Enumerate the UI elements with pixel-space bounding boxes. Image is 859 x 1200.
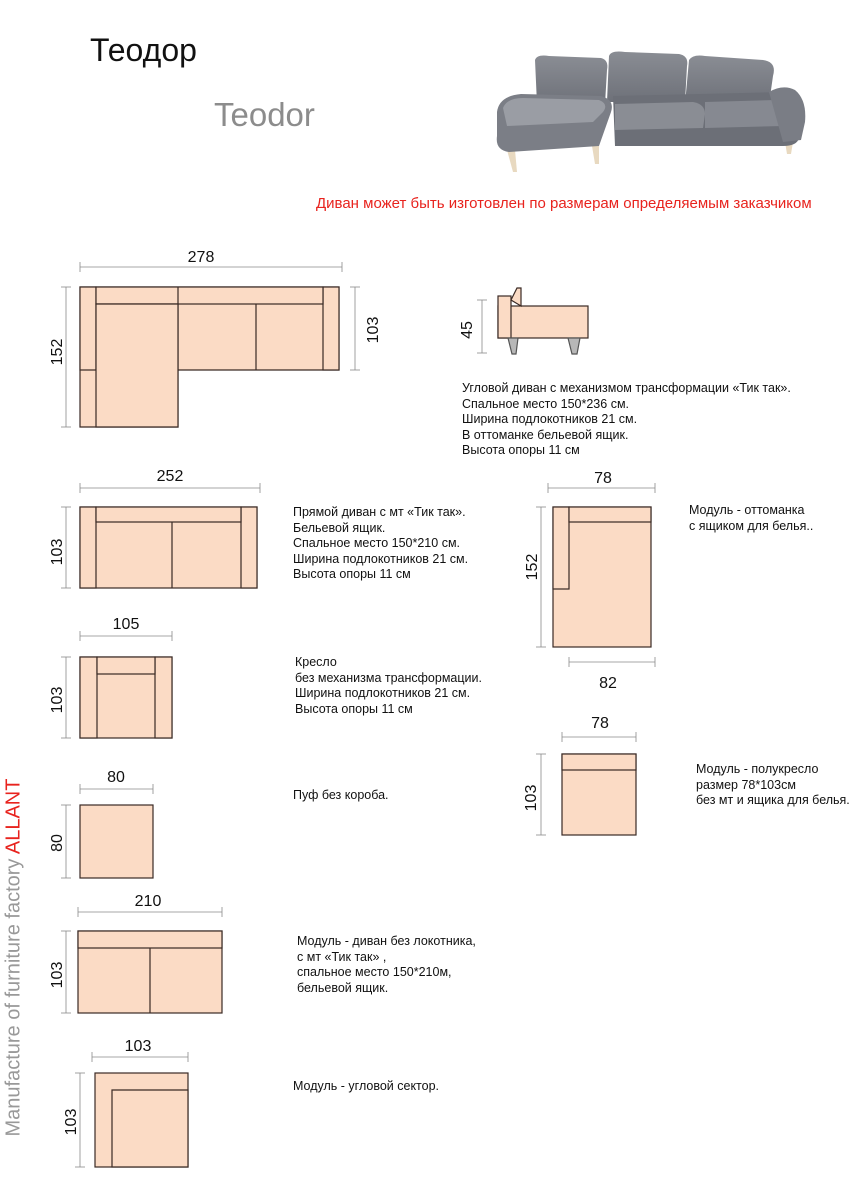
corner-sector-description — [293, 1079, 439, 1095]
dim-ottoman-width-2: 82 — [599, 675, 617, 692]
dim-armchair-depth: 103 — [49, 686, 66, 714]
dim-corner-length: 152 — [49, 338, 66, 366]
half-chair-plan — [562, 754, 636, 835]
armchair-description — [295, 655, 482, 717]
dim-pouf-width: 80 — [107, 769, 125, 786]
dim-corner-sector-width: 103 — [124, 1038, 152, 1055]
desc-line: без механизма трансформации. — [295, 670, 482, 685]
dim-module-sofa-width: 210 — [134, 893, 162, 910]
desc-line: В оттоманке бельевой ящик. — [462, 427, 629, 442]
desc-line: Бельевой ящик. — [293, 520, 386, 535]
desc-line: Ширина подлокотников 21 см. — [295, 686, 471, 701]
dim-ottoman-length: 152 — [524, 553, 541, 581]
desc-line: Пуф без короба. — [293, 788, 389, 802]
dim-module-sofa-depth: 103 — [49, 961, 66, 989]
desc-line: Высота опоры 11 см — [295, 701, 413, 716]
dim-half-chair-depth: 103 — [523, 784, 540, 812]
dim-straight-depth: 103 — [49, 538, 66, 566]
corner-sector-plan — [95, 1073, 188, 1167]
desc-line: Высота опоры 11 см — [293, 567, 411, 582]
dim-armchair-width: 105 — [112, 616, 140, 633]
armchair-plan — [80, 657, 172, 738]
desc-line: Прямой диван с мт «Тик так». — [293, 505, 466, 519]
pouf-description — [293, 788, 389, 804]
module-sofa-plan — [78, 931, 222, 1013]
desc-line: размер 78*103см — [696, 777, 796, 792]
dim-pouf-depth: 80 — [49, 834, 66, 852]
desc-line: без мт и ящика для белья. — [696, 793, 850, 808]
side-caption-text: Manufacture of furniture factory — [2, 858, 25, 1137]
desc-line: Модуль - угловой сектор. — [293, 1079, 440, 1093]
desc-line: Модуль - диван без локотника, — [297, 934, 476, 948]
straight-sofa-description — [293, 505, 468, 583]
corner-sofa-description — [462, 381, 791, 459]
corner-sofa-side-view — [498, 288, 588, 354]
ottoman-plan — [553, 507, 651, 647]
notice-custom-size: Диван может быть изготовлен по размерам определяемым заказчиком — [316, 195, 812, 212]
desc-line: Высота опоры 11 см — [462, 443, 580, 458]
dim-ottoman-width: 78 — [594, 470, 612, 487]
pouf-plan — [80, 805, 153, 878]
desc-line: Ширина подлокотников 21 см. — [462, 412, 638, 427]
desc-line: Спальное место 150*210 см. — [293, 536, 461, 551]
corner-sofa-plan — [80, 287, 339, 427]
desc-line: Спальное место 150*236 см. — [462, 396, 630, 411]
title-ru: Теодор — [90, 32, 197, 68]
brand-name: ALLANT — [2, 778, 25, 855]
desc-line: Модуль - оттоманка — [689, 503, 805, 517]
desc-line: бельевой ящик. — [297, 980, 389, 995]
dim-corner-depth: 103 — [365, 316, 382, 344]
desc-line: Угловой диван с механизмом трансформации «Тик так». — [462, 381, 791, 395]
dim-straight-width: 252 — [156, 468, 184, 485]
dim-corner-width: 278 — [187, 249, 215, 266]
desc-line: Ширина подлокотников 21 см. — [293, 551, 469, 566]
dim-half-chair-width: 78 — [591, 715, 609, 732]
ottoman-description — [689, 503, 813, 534]
desc-line: с ящиком для белья.. — [689, 518, 814, 533]
dim-corner-height: 45 — [459, 321, 476, 339]
desc-line: спальное место 150*210м, — [297, 965, 452, 980]
straight-sofa-plan — [80, 507, 257, 588]
desc-line: с мт «Тик так» , — [297, 949, 387, 964]
desc-line: Модуль - полукресло — [696, 762, 819, 776]
title-en: Teodor — [214, 96, 315, 133]
module-sofa-description — [297, 934, 476, 996]
dim-corner-sector-depth: 103 — [63, 1108, 80, 1136]
desc-line: Кресло — [295, 655, 337, 669]
half-chair-description — [696, 762, 850, 809]
